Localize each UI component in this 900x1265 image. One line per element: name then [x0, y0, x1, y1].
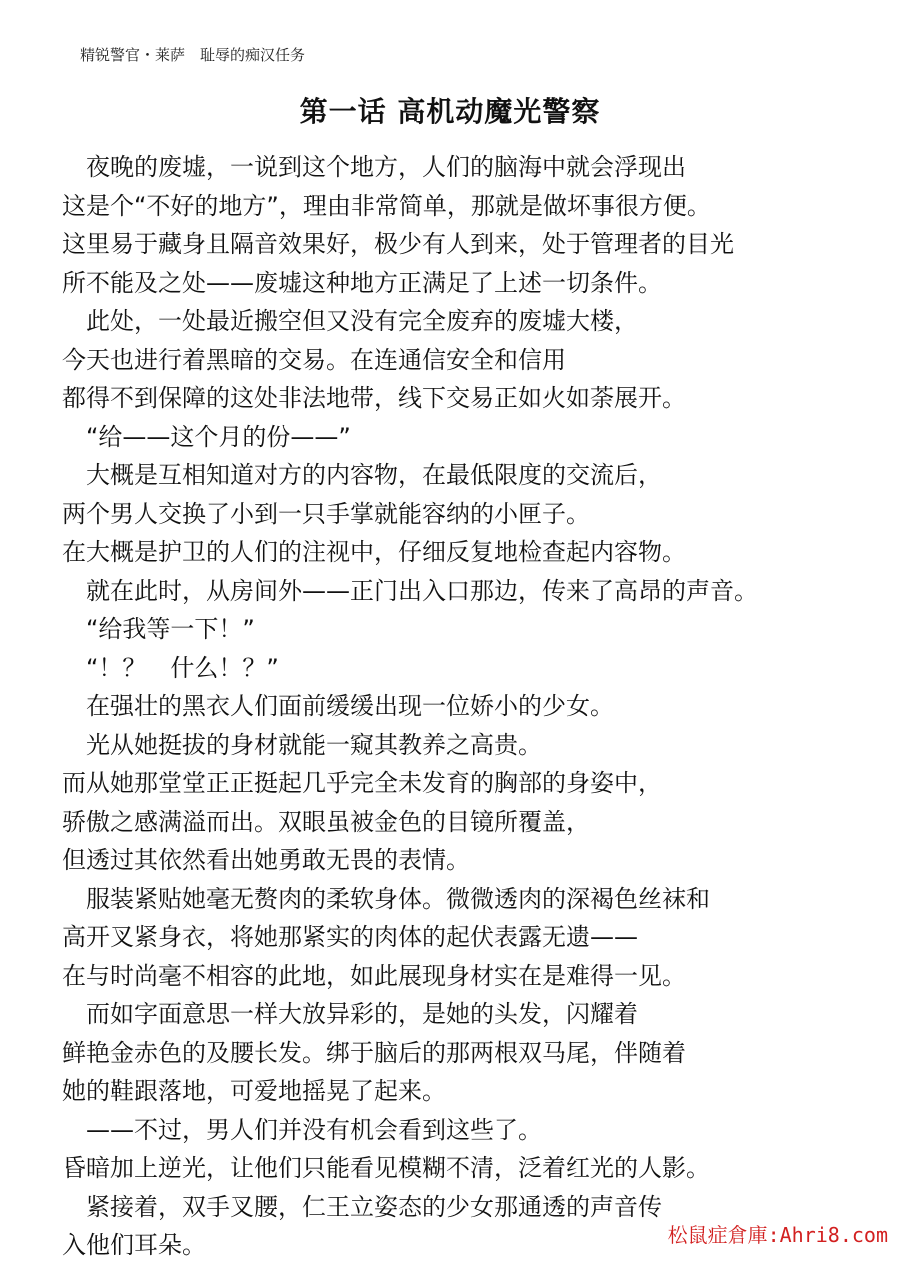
text-line: 但透过其依然看出她勇敢无畏的表情。	[62, 846, 470, 874]
text-line: 这是个“不好的地方”，理由非常简单，那就是做坏事很方便。	[62, 191, 711, 220]
text-line: 紧接着，双手叉腰，仁王立姿态的少女那通透的声音传	[62, 1192, 662, 1221]
text-line: 昏暗加上逆光，让他们只能看见模糊不清，泛着红光的人影。	[62, 1154, 710, 1182]
text-line: 而如字面意思一样大放异彩的，是她的头发，闪耀着	[62, 1000, 638, 1028]
text-line: 这里易于藏身且隔音效果好，极少有人到来，处于管理者的目光	[62, 230, 734, 258]
text-line: 入他们耳朵。	[62, 1231, 206, 1259]
text-line: 她的鞋跟落地，可爱地摇晃了起来。	[62, 1077, 446, 1105]
text-line: ——不过，男人们并没有机会看到这些了。	[62, 1115, 542, 1144]
chapter-title: 第一话 高机动魔光警察	[299, 95, 601, 128]
text-line: “！？ 什么！？”	[62, 653, 279, 682]
text-line: “给——这个月的份——”	[62, 422, 351, 451]
text-line: 高开叉紧身衣，将她那紧实的肉体的起伏表露无遗——	[62, 923, 638, 951]
text-line: 而从她那堂堂正正挺起几乎完全未发育的胸部的身姿中，	[62, 769, 662, 797]
text-line: 在大概是护卫的人们的注视中，仔细反复地检查起内容物。	[62, 538, 686, 566]
text-line: 今天也进行着黑暗的交易。在连通信安全和信用	[62, 345, 566, 374]
text-line: 此处，一处最近搬空但又没有完全废弃的废墟大楼，	[62, 307, 638, 335]
text-line: 两个男人交换了小到一只手掌就能容纳的小匣子。	[62, 499, 590, 528]
text-line: 夜晚的废墟，一说到这个地方，人们的脑海中就会浮现出	[62, 153, 686, 181]
text-line: 光从她挺拔的身材就能一窥其教养之高贵。	[62, 730, 542, 759]
text-line: 都得不到保障的这处非法地带，线下交易正如火如荼展开。	[62, 384, 686, 412]
text-line: 服装紧贴她毫无赘肉的柔软身体。微微透肉的深褐色丝袜和	[62, 884, 710, 913]
text-line: 在强壮的黑衣人们面前缓缓出现一位娇小的少女。	[62, 692, 614, 720]
text-line: 就在此时，从房间外——正门出入口那边，传来了高昂的声音。	[62, 576, 758, 605]
body-text	[62, 148, 892, 1265]
text-line: 鲜艳金赤色的及腰长发。绑于脑后的那两根双马尾，伴随着	[62, 1038, 686, 1067]
text-line: 所不能及之处——废墟这种地方正满足了上述一切条件。	[62, 268, 662, 297]
text-line: 大概是互相知道对方的内容物，在最低限度的交流后，	[62, 461, 662, 489]
running-header: 精锐警官・莱萨 耻辱的痴汉任务	[80, 46, 306, 64]
text-line: “给我等一下！”	[62, 615, 255, 643]
watermark: 松鼠症倉庫:Ahri8.com	[667, 1223, 888, 1247]
text-line: 在与时尚毫不相容的此地，如此展现身材实在是难得一见。	[62, 961, 686, 990]
text-line: 骄傲之感满溢而出。双眼虽被金色的目镜所覆盖，	[62, 807, 590, 836]
